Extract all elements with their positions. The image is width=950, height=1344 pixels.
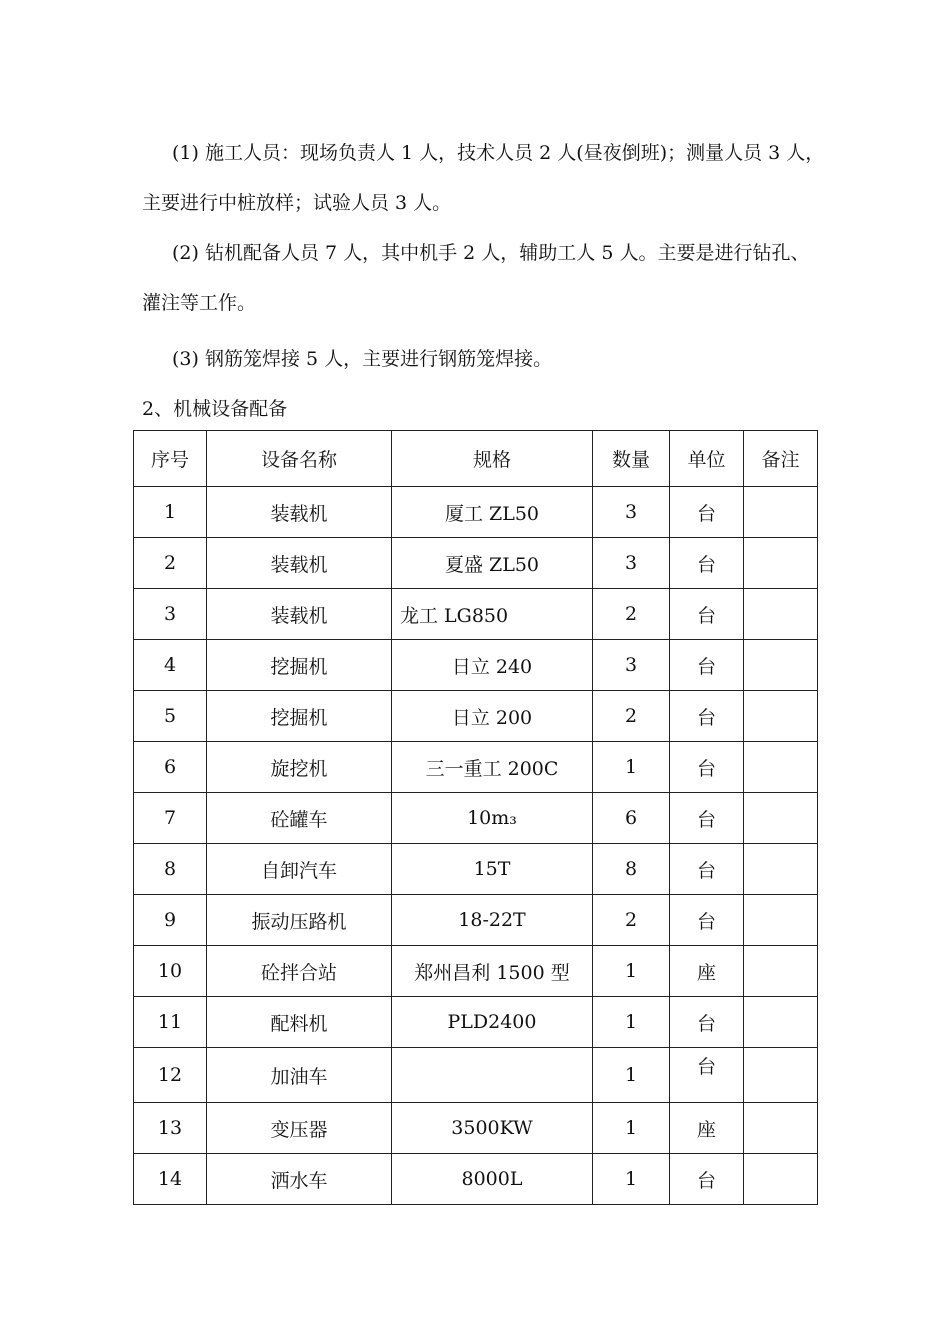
cell-spec: PLD2400: [392, 997, 593, 1048]
cell-name: 自卸汽车: [207, 844, 392, 895]
table-row: [134, 742, 818, 793]
cell-name: 装载机: [207, 589, 392, 640]
cell-unit: 座: [670, 1103, 744, 1154]
cell-qty: 2: [593, 895, 670, 946]
cell-note: [744, 538, 818, 589]
table-row: [134, 1154, 818, 1205]
cell-index: 8: [134, 844, 207, 895]
cell-name: 挖掘机: [207, 640, 392, 691]
cell-qty: 3: [593, 538, 670, 589]
header-cell: 设备名称: [207, 431, 392, 487]
header-cell: 规格: [392, 431, 593, 487]
cell-note: [744, 691, 818, 742]
cell-spec: 8000L: [392, 1154, 593, 1205]
cell-spec: 10m₃: [392, 793, 593, 844]
cell-index: 1: [134, 487, 207, 538]
cell-qty: 1: [593, 1154, 670, 1205]
cell-spec: 3500KW: [392, 1103, 593, 1154]
cell-note: [744, 997, 818, 1048]
cell-unit: 座: [670, 946, 744, 997]
cell-spec: 郑州昌利 1500 型: [392, 946, 593, 997]
cell-name: 砼拌合站: [207, 946, 392, 997]
cell-note: [744, 946, 818, 997]
cell-note: [744, 895, 818, 946]
table-row: [134, 1048, 818, 1103]
paragraph-2-line-1: (2) 钻机配备人员 7 人，其中机手 2 人，辅助工人 5 人。主要是进行钻孔、: [172, 242, 810, 264]
cell-name: 旋挖机: [207, 742, 392, 793]
cell-unit: 台: [670, 1048, 744, 1103]
cell-index: 14: [134, 1154, 207, 1205]
cell-spec: 三一重工 200C: [392, 742, 593, 793]
header-cell: 序号: [134, 431, 207, 487]
table-row: [134, 946, 818, 997]
cell-qty: 2: [593, 691, 670, 742]
cell-spec: 15T: [392, 844, 593, 895]
section-title: 2、机械设备配备: [142, 398, 288, 420]
cell-qty: 1: [593, 742, 670, 793]
cell-unit: 台: [670, 844, 744, 895]
cell-qty: 3: [593, 487, 670, 538]
cell-name: 砼罐车: [207, 793, 392, 844]
cell-name: 振动压路机: [207, 895, 392, 946]
header-cell: 单位: [670, 431, 744, 487]
cell-index: 11: [134, 997, 207, 1048]
cell-note: [744, 742, 818, 793]
cell-index: 10: [134, 946, 207, 997]
cell-note: [744, 640, 818, 691]
table-row: [134, 640, 818, 691]
cell-note: [744, 793, 818, 844]
cell-name: 挖掘机: [207, 691, 392, 742]
cell-name: 加油车: [207, 1048, 392, 1103]
paragraph-1-line-2: 主要进行中桩放样；试验人员 3 人。: [142, 192, 452, 214]
cell-index: 6: [134, 742, 207, 793]
cell-index: 9: [134, 895, 207, 946]
header-cell: 数量: [593, 431, 670, 487]
cell-spec: 日立 200: [392, 691, 593, 742]
equipment-table: [133, 430, 818, 1205]
cell-name: 洒水车: [207, 1154, 392, 1205]
cell-spec: 18-22T: [392, 895, 593, 946]
table-row: [134, 538, 818, 589]
cell-unit: 台: [670, 538, 744, 589]
cell-index: 7: [134, 793, 207, 844]
cell-qty: 1: [593, 1103, 670, 1154]
cell-note: [744, 1154, 818, 1205]
cell-spec: 龙工 LG850: [392, 589, 593, 640]
paragraph-1-line-1: (1) 施工人员：现场负责人 1 人，技术人员 2 人(昼夜倒班)；测量人员 3 人，: [172, 142, 825, 164]
cell-unit: 台: [670, 742, 744, 793]
cell-unit: 台: [670, 895, 744, 946]
cell-name: 变压器: [207, 1103, 392, 1154]
cell-note: [744, 844, 818, 895]
cell-name: 装载机: [207, 487, 392, 538]
cell-spec: 夏盛 ZL50: [392, 538, 593, 589]
cell-spec: [392, 1048, 593, 1103]
table-row: [134, 997, 818, 1048]
cell-unit: 台: [670, 691, 744, 742]
table-row: [134, 793, 818, 844]
table-row: [134, 844, 818, 895]
cell-unit: 台: [670, 793, 744, 844]
cell-name: 装载机: [207, 538, 392, 589]
cell-index: 13: [134, 1103, 207, 1154]
table-row: [134, 691, 818, 742]
cell-note: [744, 487, 818, 538]
cell-index: 12: [134, 1048, 207, 1103]
cell-note: [744, 1103, 818, 1154]
table-header-row: [134, 431, 818, 487]
cell-qty: 8: [593, 844, 670, 895]
cell-index: 2: [134, 538, 207, 589]
paragraph-3-line-1: (3) 钢筋笼焊接 5 人，主要进行钢筋笼焊接。: [172, 348, 553, 370]
cell-unit: 台: [670, 640, 744, 691]
cell-name: 配料机: [207, 997, 392, 1048]
cell-qty: 3: [593, 640, 670, 691]
cell-qty: 1: [593, 997, 670, 1048]
cell-unit: 台: [670, 1154, 744, 1205]
cell-qty: 1: [593, 1048, 670, 1103]
cell-spec: 厦工 ZL50: [392, 487, 593, 538]
paragraph-2-line-2: 灌注等工作。: [142, 292, 257, 314]
cell-note: [744, 589, 818, 640]
cell-qty: 1: [593, 946, 670, 997]
table-row: [134, 895, 818, 946]
header-cell: 备注: [744, 431, 818, 487]
cell-qty: 2: [593, 589, 670, 640]
cell-unit: 台: [670, 487, 744, 538]
cell-index: 4: [134, 640, 207, 691]
cell-spec: 日立 240: [392, 640, 593, 691]
cell-unit: 台: [670, 997, 744, 1048]
cell-note: [744, 1048, 818, 1103]
cell-unit: 台: [670, 589, 744, 640]
cell-index: 5: [134, 691, 207, 742]
table-row: [134, 487, 818, 538]
table-row: [134, 1103, 818, 1154]
cell-index: 3: [134, 589, 207, 640]
cell-qty: 6: [593, 793, 670, 844]
table-row: [134, 589, 818, 640]
